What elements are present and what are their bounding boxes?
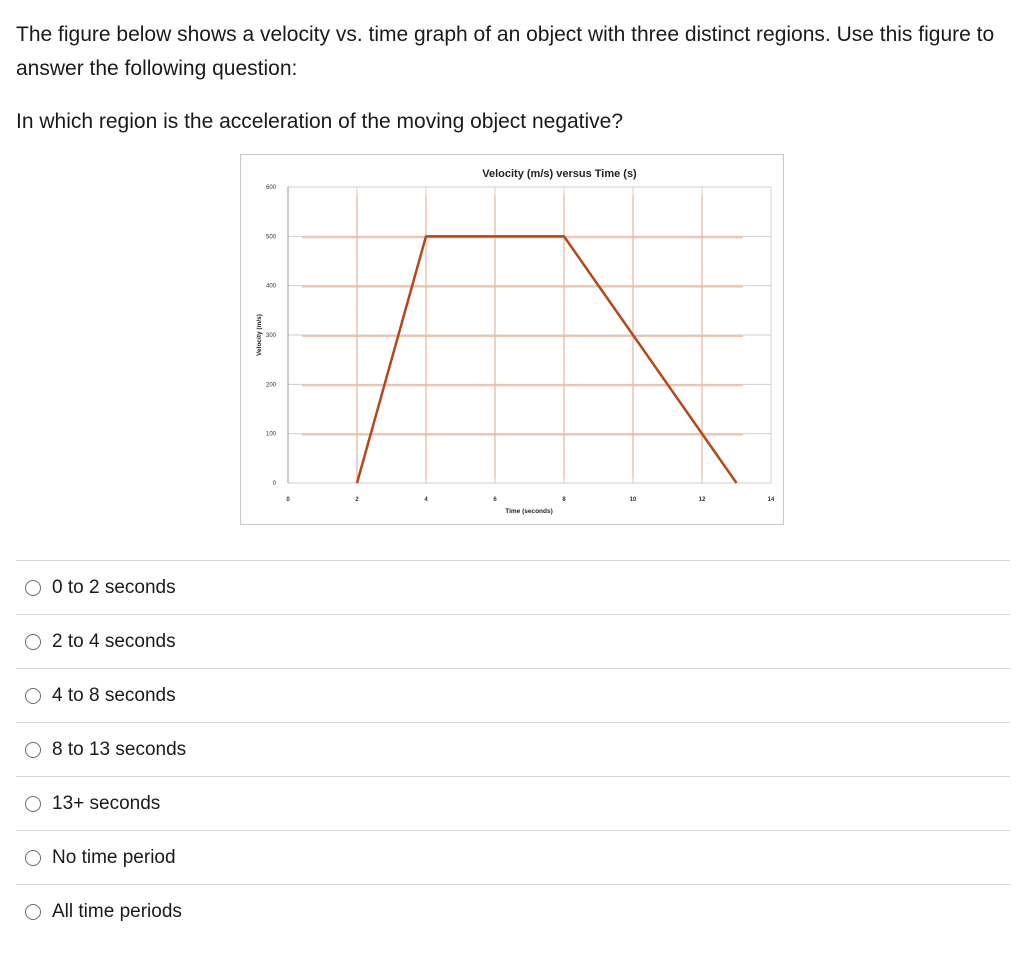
velocity-time-chart [240, 154, 784, 525]
answer-option[interactable] [16, 884, 1010, 938]
x-tick-label: 4 [424, 497, 428, 503]
answer-label: No time period [52, 846, 176, 868]
answer-label: 0 to 2 seconds [52, 576, 176, 598]
x-tick-label: 14 [767, 497, 775, 503]
radio-button[interactable] [25, 850, 41, 866]
radio-button[interactable] [25, 580, 41, 596]
radio-button[interactable] [25, 796, 41, 812]
answer-label: 2 to 4 seconds [52, 630, 176, 652]
y-axis-label: Velocity (m/s) [256, 314, 263, 356]
y-tick-label: 0 [272, 481, 276, 487]
x-tick-label: 6 [493, 497, 497, 503]
x-tick-label: 0 [286, 497, 290, 503]
question-block [16, 18, 1006, 133]
x-tick-label: 12 [698, 497, 706, 503]
x-tick-label: 8 [562, 497, 566, 503]
y-tick-label: 100 [265, 431, 276, 438]
answer-option[interactable] [16, 830, 1010, 884]
answer-option[interactable] [16, 560, 1010, 614]
chart-svg [241, 155, 783, 524]
answer-option[interactable] [16, 614, 1010, 668]
y-tick-label: 200 [265, 382, 276, 389]
answer-option[interactable] [16, 776, 1010, 830]
answer-option[interactable] [16, 722, 1010, 776]
velocity-series-line [357, 236, 737, 483]
question-intro: The figure below shows a velocity vs. time graph of an object with three distinct regions. Use this figure to answer the following question: [16, 23, 995, 80]
y-tick-label: 400 [265, 283, 276, 290]
x-axis-label: Time (seconds) [505, 508, 553, 515]
answer-label: 4 to 8 seconds [52, 684, 176, 706]
radio-button[interactable] [25, 688, 41, 704]
answer-label: 13+ seconds [52, 792, 161, 814]
answer-label: All time periods [52, 900, 182, 922]
y-tick-label: 300 [265, 333, 276, 339]
x-tick-label: 10 [629, 497, 637, 503]
radio-button[interactable] [25, 904, 41, 920]
answer-label: 8 to 13 seconds [52, 738, 187, 760]
answer-option[interactable] [16, 668, 1010, 722]
y-tick-label: 500 [265, 234, 276, 241]
radio-button[interactable] [25, 742, 41, 758]
x-tick-label: 2 [355, 497, 359, 503]
question-prompt: In which region is the acceleration of the moving object negative? [16, 110, 624, 133]
radio-button[interactable] [25, 634, 41, 650]
chart-title: Velocity (m/s) versus Time (s) [482, 168, 637, 180]
answer-options [16, 560, 1010, 938]
y-tick-label: 600 [265, 185, 276, 191]
